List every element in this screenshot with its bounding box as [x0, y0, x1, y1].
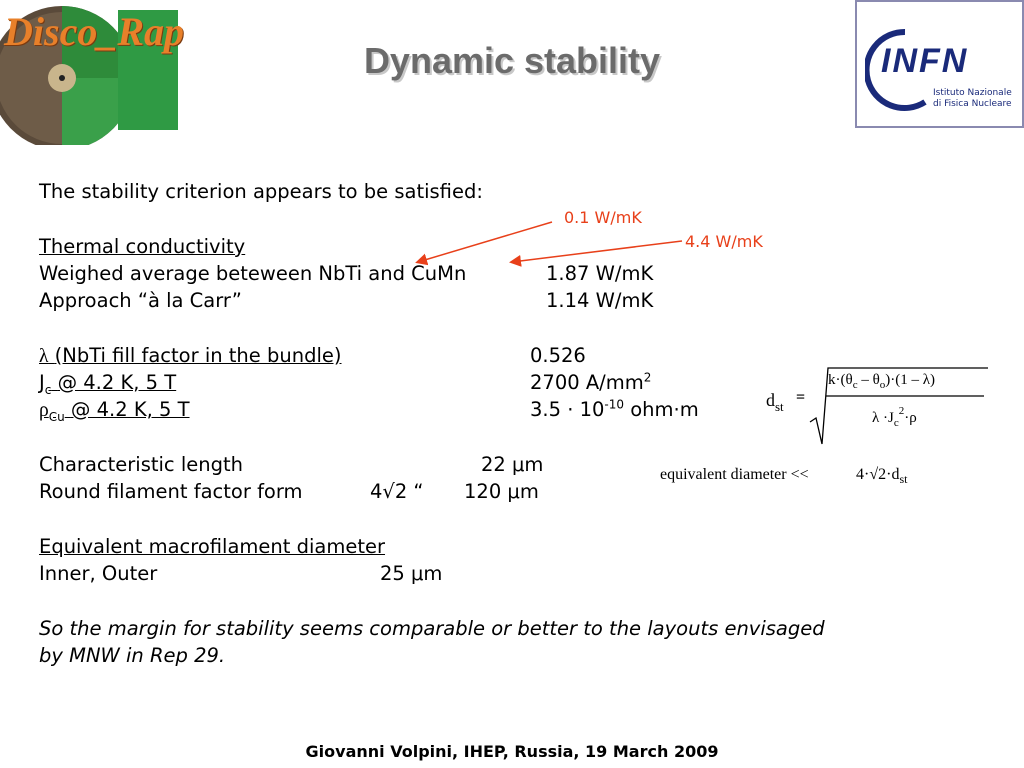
lambda-label-text: (NbTi fill factor in the bundle)	[54, 344, 342, 367]
annotation-arrow-2	[512, 241, 682, 262]
rho-label	[39, 398, 190, 424]
rho-sub: Cu	[48, 409, 65, 424]
infn-logo-sub1: Istituto Nazionale	[933, 88, 1012, 98]
thermal-heading: Thermal conductivity	[39, 235, 246, 258]
annotation-2: 4.4 W/mK	[685, 232, 763, 251]
rho-value-a: 3.5 · 10	[530, 398, 605, 421]
lambda-label	[39, 346, 342, 367]
conclusion-line-2: by MNW in Rep 29.	[39, 644, 226, 667]
rho-symbol: ρ	[39, 400, 49, 421]
jc-label	[39, 371, 177, 397]
intro-text: The stability criterion appears to be satisfied:	[39, 180, 483, 203]
disco-rap-logo-text: Disco_Rap	[4, 9, 184, 54]
equiv-heading: Equivalent macrofilament diameter	[39, 535, 386, 558]
formula-dst-symbol	[766, 390, 784, 414]
formula-dst-d: d	[766, 390, 775, 410]
formula-dst-sub: st	[775, 399, 784, 414]
char-value: 22 μm	[481, 453, 544, 476]
equiv-diameter-formula	[856, 466, 908, 487]
rho-value-b: ohm·m	[630, 398, 699, 421]
jc-value-text: 2700 A/mm	[530, 371, 644, 394]
approach-label: Approach “à la Carr”	[39, 289, 242, 312]
formula-equals: =	[796, 389, 806, 406]
jc-symbol: J	[39, 371, 45, 394]
dst-formula-graphic	[760, 362, 1000, 452]
annotation-arrow-1	[418, 222, 552, 262]
rho-sup: -10	[604, 397, 625, 412]
slide-title: Dynamic stability	[363, 40, 661, 81]
rho-value	[530, 397, 699, 421]
weighed-value: 1.87 W/mK	[546, 262, 654, 285]
round-value: 120 μm	[464, 480, 539, 503]
infn-logo-main: INFN	[881, 42, 969, 80]
round-factor: 4√2 “	[370, 480, 424, 503]
equiv-formula-text: 4·√2·d	[856, 466, 900, 483]
lambda-value: 0.526	[530, 344, 586, 367]
equiv-formula-sub: st	[899, 472, 908, 487]
inner-label: Inner, Outer	[39, 562, 158, 585]
lambda-symbol: λ	[39, 346, 49, 367]
jc-sub: c	[44, 382, 52, 397]
rho-label-text: @ 4.2 K, 5 T	[70, 398, 190, 421]
equiv-diameter-text: equivalent diameter <<	[660, 466, 809, 483]
approach-value: 1.14 W/mK	[546, 289, 654, 312]
jc-value	[530, 370, 652, 394]
char-label: Characteristic length	[39, 453, 243, 476]
jc-sup: 2	[643, 370, 652, 385]
conclusion-line-1: So the margin for stability seems comparable or better to the layouts envisaged	[39, 617, 825, 640]
inner-value: 25 μm	[380, 562, 443, 585]
formula-numerator: $k\cdot(\theta_c - \theta_o)\cdot(1 - \lambda)$	[828, 372, 936, 391]
footer-text: Giovanni Volpini, IHEP, Russia, 19 March 2009	[305, 742, 719, 761]
jc-label-text: @ 4.2 K, 5 T	[57, 371, 177, 394]
dst-formula	[760, 362, 1000, 452]
infn-logo-sub2: di Fisica Nucleare	[933, 99, 1012, 109]
annotation-1: 0.1 W/mK	[564, 208, 642, 227]
round-label: Round filament factor form	[39, 480, 303, 503]
weighed-label: Weighed average beteween NbTi and CuMn	[39, 262, 467, 285]
formula-denominator: $\lambda \cdot J_c^2\cdot\rho$	[872, 405, 917, 429]
